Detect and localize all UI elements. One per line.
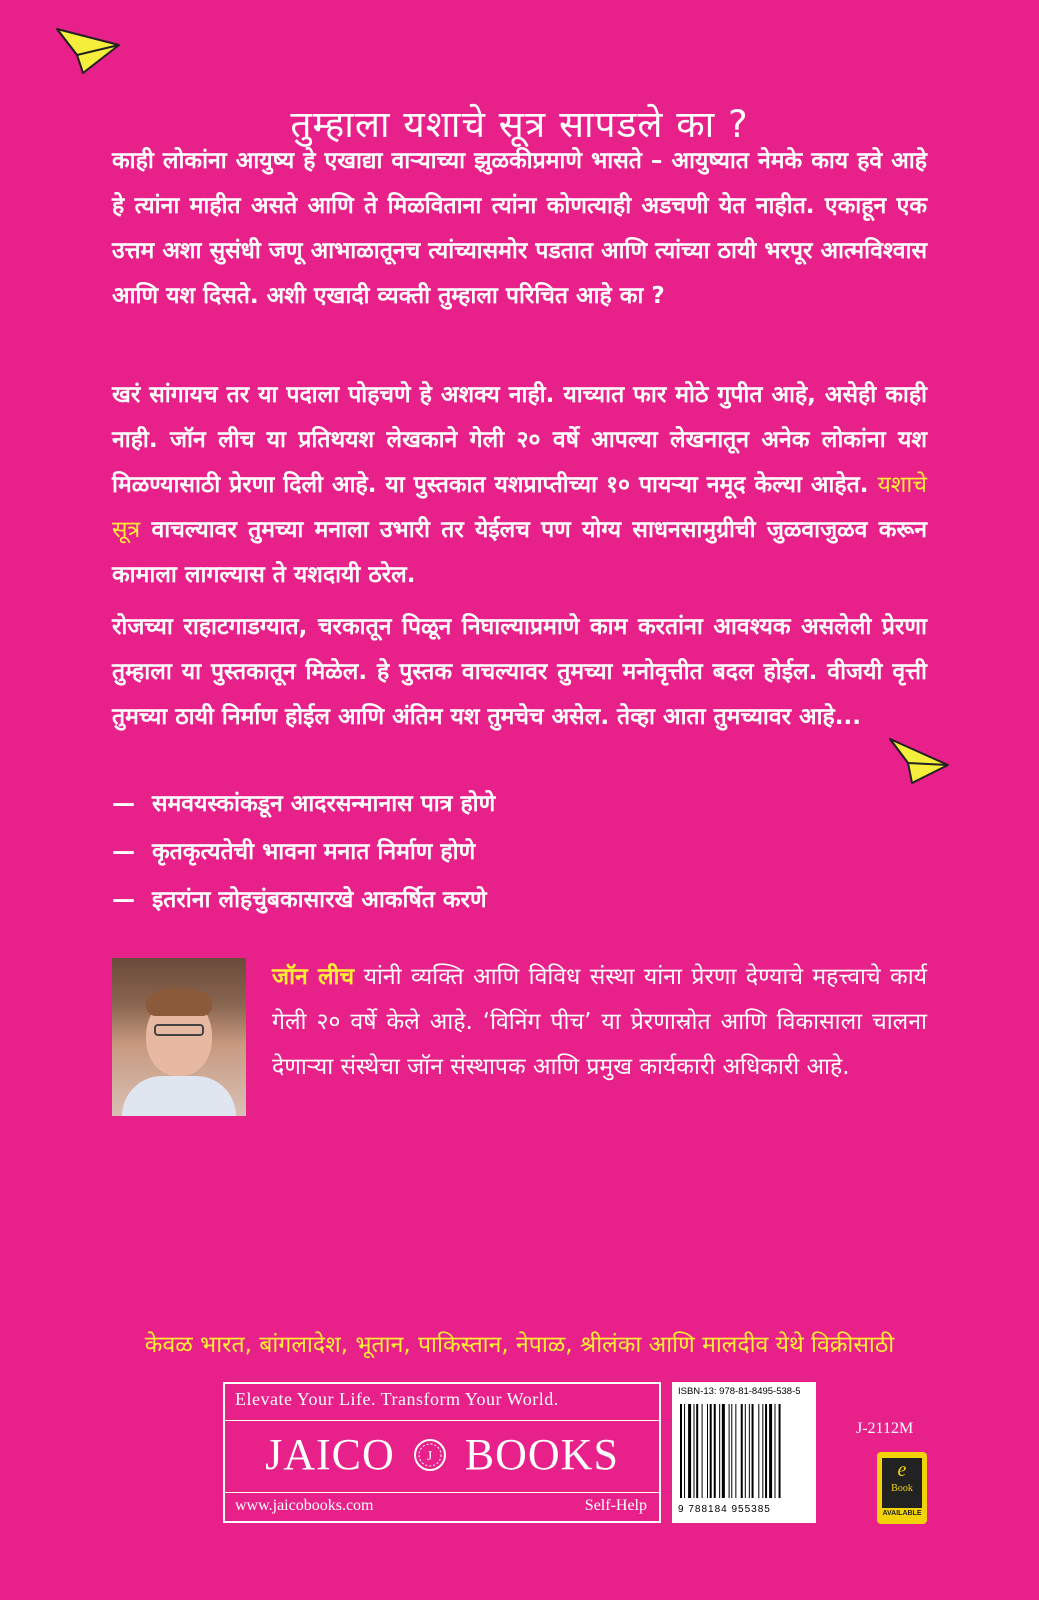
dash-marker: — <box>112 839 135 865</box>
dash-marker: — <box>112 791 135 817</box>
publisher-website: www.jaicobooks.com <box>235 1497 374 1514</box>
intro-paragraph: काही लोकांना आयुष्य हे एखाद्या वाऱ्याच्या झुळकीप्रमाणे भासते – आयुष्यात नेमके काय हवे आहे हे त्यांना माहीत असते आणि ते मिळविताना त्यांना कोणत्याही अडचणी येत नाहीत. एकाहून एक उत्तम अशा सुसंधी जणू आभाळातूनच त्यांच्यासमोर पडतात आणि त्यांच्या ठायी भरपूर आत्मविश्वास आणि यश दिसते. अशी एखादी व्यक्ती तुम्हाला परिचित आहे का ? <box>112 148 927 309</box>
book-tagline-title: तुम्हाला यशाचे सूत्र सापडले का ? <box>290 102 749 146</box>
author-name: जॉन लीच <box>272 964 355 990</box>
logo-letter: J <box>426 1448 433 1464</box>
barcode-number: 9 788184 955385 <box>678 1504 771 1515</box>
list-item-text: कृतकृत्यतेची भावना मनात निर्माण होणे <box>152 839 476 865</box>
book-title-highlight: यशाचे सूत्र <box>112 472 927 543</box>
price-code: J-2112M <box>856 1420 914 1437</box>
genre-label: Self-Help <box>584 1497 647 1514</box>
paper-plane-icon <box>888 735 950 785</box>
brand-name-left: JAICO <box>265 1430 395 1479</box>
dash-marker: — <box>112 887 135 913</box>
benefit-list <box>112 780 912 924</box>
sale-region-note: केवळ भारत, बांगलादेश, भूतान, पाकिस्तान, नेपाळ, श्रीलंका आणि मालदीव येथे विक्रीसाठी <box>144 1332 895 1358</box>
divider <box>225 1492 659 1493</box>
publisher-brand <box>225 1424 659 1486</box>
barcode <box>672 1382 816 1523</box>
author-achievement-paragraph <box>112 373 927 598</box>
list-item <box>112 876 912 924</box>
list-item-text: समवयस्कांकडून आदरसन्मानास पात्र होणे <box>152 791 496 817</box>
paragraph-text-before: खरं सांगायच तर या पदाला पोहचणे हे अशक्य नाही. याच्यात फार मोठे गुपीत आहे, असेही काही नाही. जॉन लीच या प्रतिथयश लेखकाने गेली २० वर्षे आपल्या लेखनातून अनेक लोकांना यश मिळण्यासाठी प्रेरणा दिली आहे. या पुस्तकात यशप्राप्तीच्या १० पायऱ्या नमूद केल्या आहेत. <box>112 382 927 498</box>
ebook-letter: e <box>897 1459 907 1481</box>
author-bio <box>272 955 927 1090</box>
jaico-logo-icon <box>413 1438 447 1472</box>
list-item-text: इतरांना लोहचुंबकासारखे आकर्षित करणे <box>152 887 487 913</box>
list-item <box>112 828 912 876</box>
publisher-tagline: Elevate Your Life. Transform Your World. <box>235 1389 559 1409</box>
ebook-icon <box>882 1458 922 1508</box>
publisher-box <box>223 1382 661 1523</box>
list-item <box>112 780 912 828</box>
ebook-available-badge <box>877 1452 927 1524</box>
isbn-text: ISBN-13: 978-81-8495-538-5 <box>678 1386 801 1397</box>
barcode-bars <box>680 1404 808 1498</box>
benefits-paragraph: रोजच्या राहाटगाडग्यात, चरकातून पिळून निघाल्याप्रमाणे काम करतांना आवश्यक असलेली प्रेरणा तुम्हाला या पुस्तकातून मिळेल. हे पुस्तक वाचल्यावर तुमच्या मनोवृत्तीत बदल होईल. वीजयी वृत्ती तुमच्या ठायी निर्माण होईल आणि अंतिम यश तुमचेच असेल. तेव्हा आता तुमच्यावर आहे... <box>112 614 927 730</box>
ebook-availability: AVAILABLE <box>882 1510 922 1517</box>
brand-name-right: BOOKS <box>464 1430 619 1479</box>
paper-plane-icon <box>55 25 121 75</box>
divider <box>225 1420 659 1421</box>
author-photo <box>112 958 246 1116</box>
author-bio-text: यांनी व्यक्ति आणि विविध संस्था यांना प्रेरणा देण्याचे महत्त्वाचे कार्य गेली २० वर्षे केले आहे. ‘विनिंग पीच’ या प्रेरणास्रोत आणि विकासाला चालना देणाऱ्या संस्थेचा जॉन संस्थापक आणि प्रमुख कार्यकारी अधिकारी आहे. <box>272 964 928 1080</box>
paragraph-text-after: वाचल्यावर तुमच्या मनाला उभारी तर येईलच पण योग्य साधनसामुग्रीची जुळवाजुळव करून कामाला लागल्यास ते यशदायी ठरेल. <box>112 517 927 588</box>
ebook-label: Book <box>891 1483 913 1494</box>
